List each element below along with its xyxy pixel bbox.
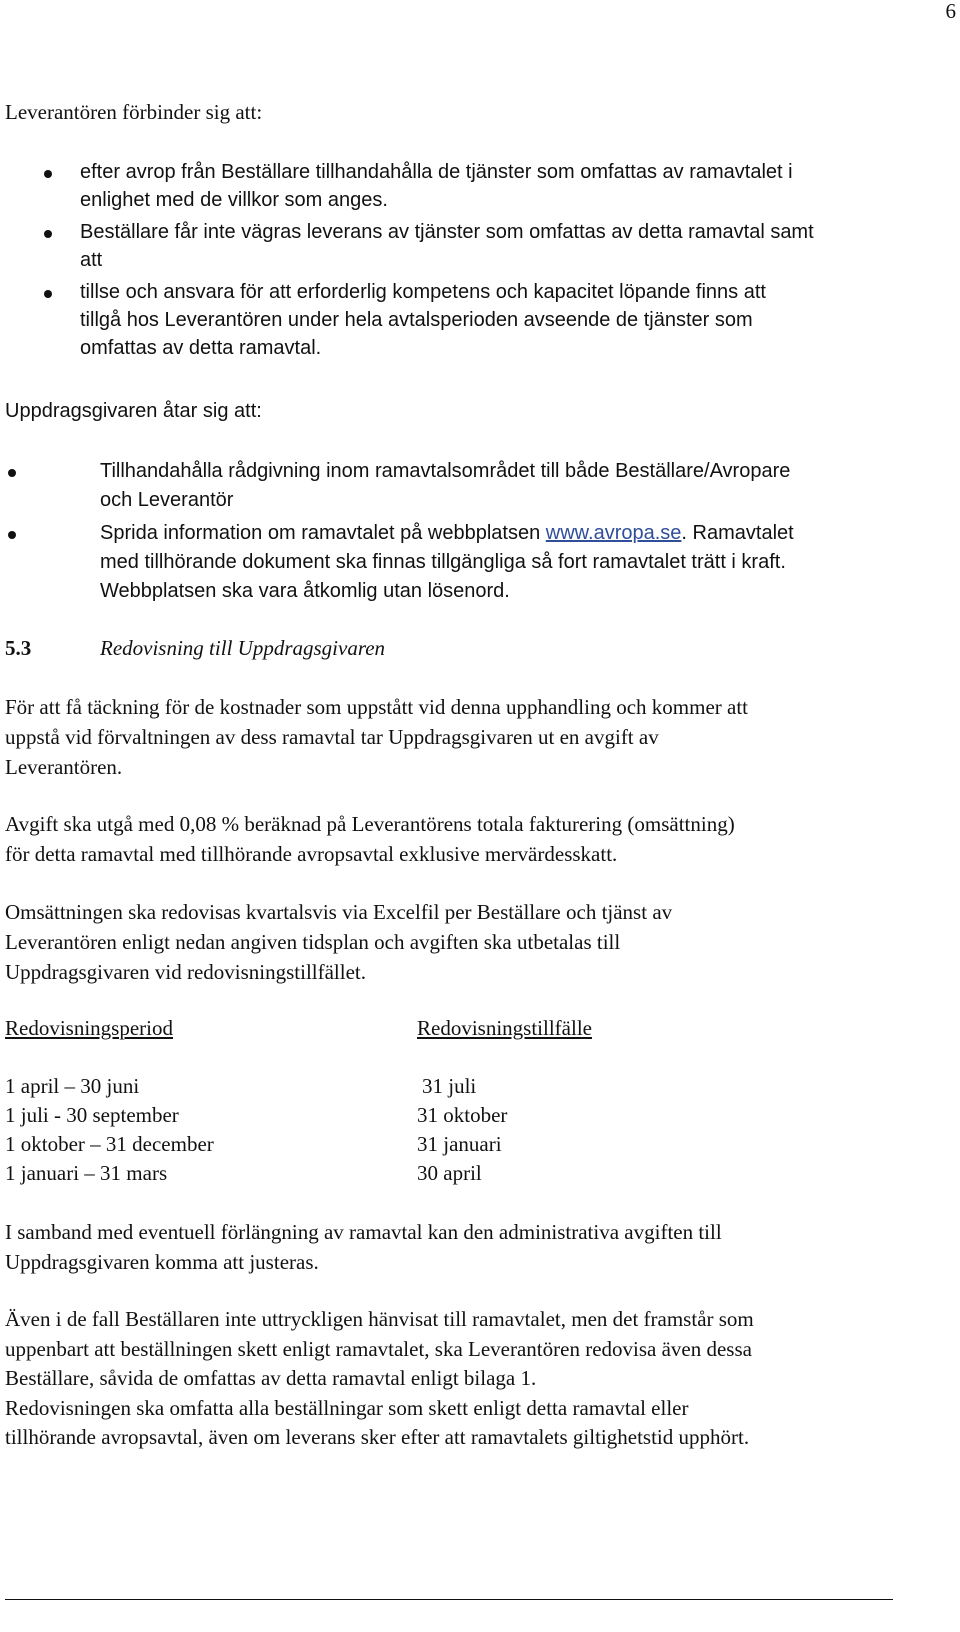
table-row bbox=[5, 1158, 945, 1187]
bullet-icon bbox=[8, 531, 16, 539]
table-cell: 31 juli bbox=[422, 1074, 477, 1098]
bullet-icon bbox=[44, 230, 52, 238]
list-item-text: . Ramavtalet bbox=[681, 522, 794, 544]
paragraph-line: Uppdragsgivaren komma att justeras. bbox=[5, 1250, 319, 1274]
paragraph-line: tillhörande avropsavtal, även om leverans sker efter att ramavtalets giltighetstid upphört. bbox=[5, 1425, 750, 1449]
list-item bbox=[0, 157, 940, 215]
paragraph-line: Avgift ska utgå med 0,08 % beräknad på Leverantörens totala fakturering (omsättning) bbox=[5, 812, 735, 836]
paragraph-line: Redovisningen ska omfatta alla beställningar som skett enligt detta ramavtal eller bbox=[5, 1395, 689, 1420]
extension-paragraph bbox=[5, 1217, 945, 1277]
bullet-icon bbox=[44, 290, 52, 298]
list-item bbox=[0, 456, 940, 516]
paragraph-line: Även i de fall Beställaren inte uttryckligen hänvisat till ramavtalet, men det framstår som bbox=[5, 1307, 754, 1331]
list-item-text: Sprida information om ramavtalet på webbplatsen bbox=[100, 522, 546, 544]
list-item-line: att bbox=[80, 249, 103, 271]
paragraph-line: I samband med eventuell förlängning av ramavtal kan den administrativa avgiften till bbox=[5, 1220, 722, 1244]
list-item-line: Webbplatsen ska vara åtkomlig utan lösenord. bbox=[100, 580, 510, 602]
paragraph-line: uppstå vid förvaltningen av dess ramavtal tar Uppdragsgivaren ut en avgift av bbox=[5, 725, 659, 749]
table-row bbox=[5, 1100, 945, 1129]
bullet-icon bbox=[44, 170, 52, 178]
list-item bbox=[0, 516, 940, 606]
paragraph-line: Leverantören enligt nedan angiven tidsplan och avgiften ska utbetalas till bbox=[5, 930, 621, 954]
paragraph-line: För att få täckning för de kostnader som uppstått vid denna upphandling och kommer att bbox=[5, 695, 748, 719]
paragraph-line: Leverantören. bbox=[5, 755, 123, 779]
section-number: 5.3 bbox=[5, 636, 32, 660]
paragraph-line: Beställare, såvida de omfattas av detta ramavtal enligt bilaga 1. bbox=[5, 1366, 537, 1390]
table-row bbox=[5, 1071, 945, 1100]
table-cell: 1 juli - 30 september bbox=[5, 1103, 179, 1127]
reporting-paragraph bbox=[5, 897, 945, 987]
table-header: Redovisningstillfälle bbox=[417, 1016, 592, 1040]
list-item-line: efter avrop från Beställare tillhandahålla de tjänster som omfattas av ramavtalet i bbox=[80, 161, 793, 183]
list-item-line: och Leverantör bbox=[100, 489, 234, 511]
client-obligations-list bbox=[0, 456, 940, 606]
list-item-line: Beställare får inte vägras leverans av tjänster som omfattas av detta ramavtal samt bbox=[80, 221, 814, 243]
client-intro: Uppdragsgivaren åtar sig att: bbox=[5, 400, 262, 422]
table-cell: 1 januari – 31 mars bbox=[5, 1161, 168, 1185]
list-item-line: Tillhandahålla rådgivning inom ramavtalsområdet till både Beställare/Avropare bbox=[100, 460, 791, 482]
table-header-row bbox=[5, 1013, 945, 1071]
paragraph-line: Omsättningen ska redovisas kvartalsvis via Excelfil per Beställare och tjänst av bbox=[5, 900, 673, 924]
paragraph-line: Uppdragsgivaren vid redovisningstillfället. bbox=[5, 960, 367, 984]
table-row bbox=[5, 1129, 945, 1158]
table-cell: 1 april – 30 juni bbox=[5, 1074, 140, 1098]
list-item bbox=[0, 215, 940, 275]
list-item-line: tillgå hos Leverantören under hela avtalsperioden avseende de tjänster som bbox=[80, 309, 753, 331]
table-cell: 31 oktober bbox=[417, 1103, 508, 1127]
section-title: Redovisning till Uppdragsgivaren bbox=[100, 636, 386, 660]
list-item-line bbox=[100, 518, 794, 548]
fee-rate-paragraph bbox=[5, 809, 945, 869]
supplier-intro: Leverantören förbinder sig att: bbox=[5, 100, 263, 124]
paragraph-line: för detta ramavtal med tillhörande avropsavtal exklusive mervärdesskatt. bbox=[5, 842, 618, 866]
section-heading bbox=[5, 633, 386, 663]
table-cell: 30 april bbox=[417, 1161, 482, 1185]
list-item-line: omfattas av detta ramavtal. bbox=[80, 337, 322, 359]
table-header: Redovisningsperiod bbox=[5, 1016, 173, 1040]
list-item-line: tillse och ansvara för att erforderlig kompetens och kapacitet löpande finns att bbox=[80, 281, 766, 303]
avropa-link[interactable]: www.avropa.se bbox=[545, 522, 682, 544]
page-number: 6 bbox=[945, 0, 956, 23]
supplier-obligations-list bbox=[0, 157, 940, 365]
footer-divider bbox=[5, 1599, 893, 1600]
scope-paragraph bbox=[5, 1305, 945, 1453]
table-cell: 31 januari bbox=[417, 1132, 502, 1156]
list-item-line: med tillhörande dokument ska finnas tillgängliga så fort ramavtalet trätt i kraft. bbox=[100, 551, 786, 573]
bullet-icon bbox=[8, 469, 16, 477]
fee-paragraph bbox=[5, 692, 945, 782]
reporting-schedule-table bbox=[5, 1013, 945, 1187]
table-cell: 1 oktober – 31 december bbox=[5, 1132, 214, 1156]
paragraph-line: uppenbart att beställningen skett enligt ramavtalet, ska Leverantören redovisa även dessa bbox=[5, 1336, 752, 1361]
list-item bbox=[0, 275, 940, 365]
list-item-line: enlighet med de villkor som anges. bbox=[80, 189, 388, 211]
